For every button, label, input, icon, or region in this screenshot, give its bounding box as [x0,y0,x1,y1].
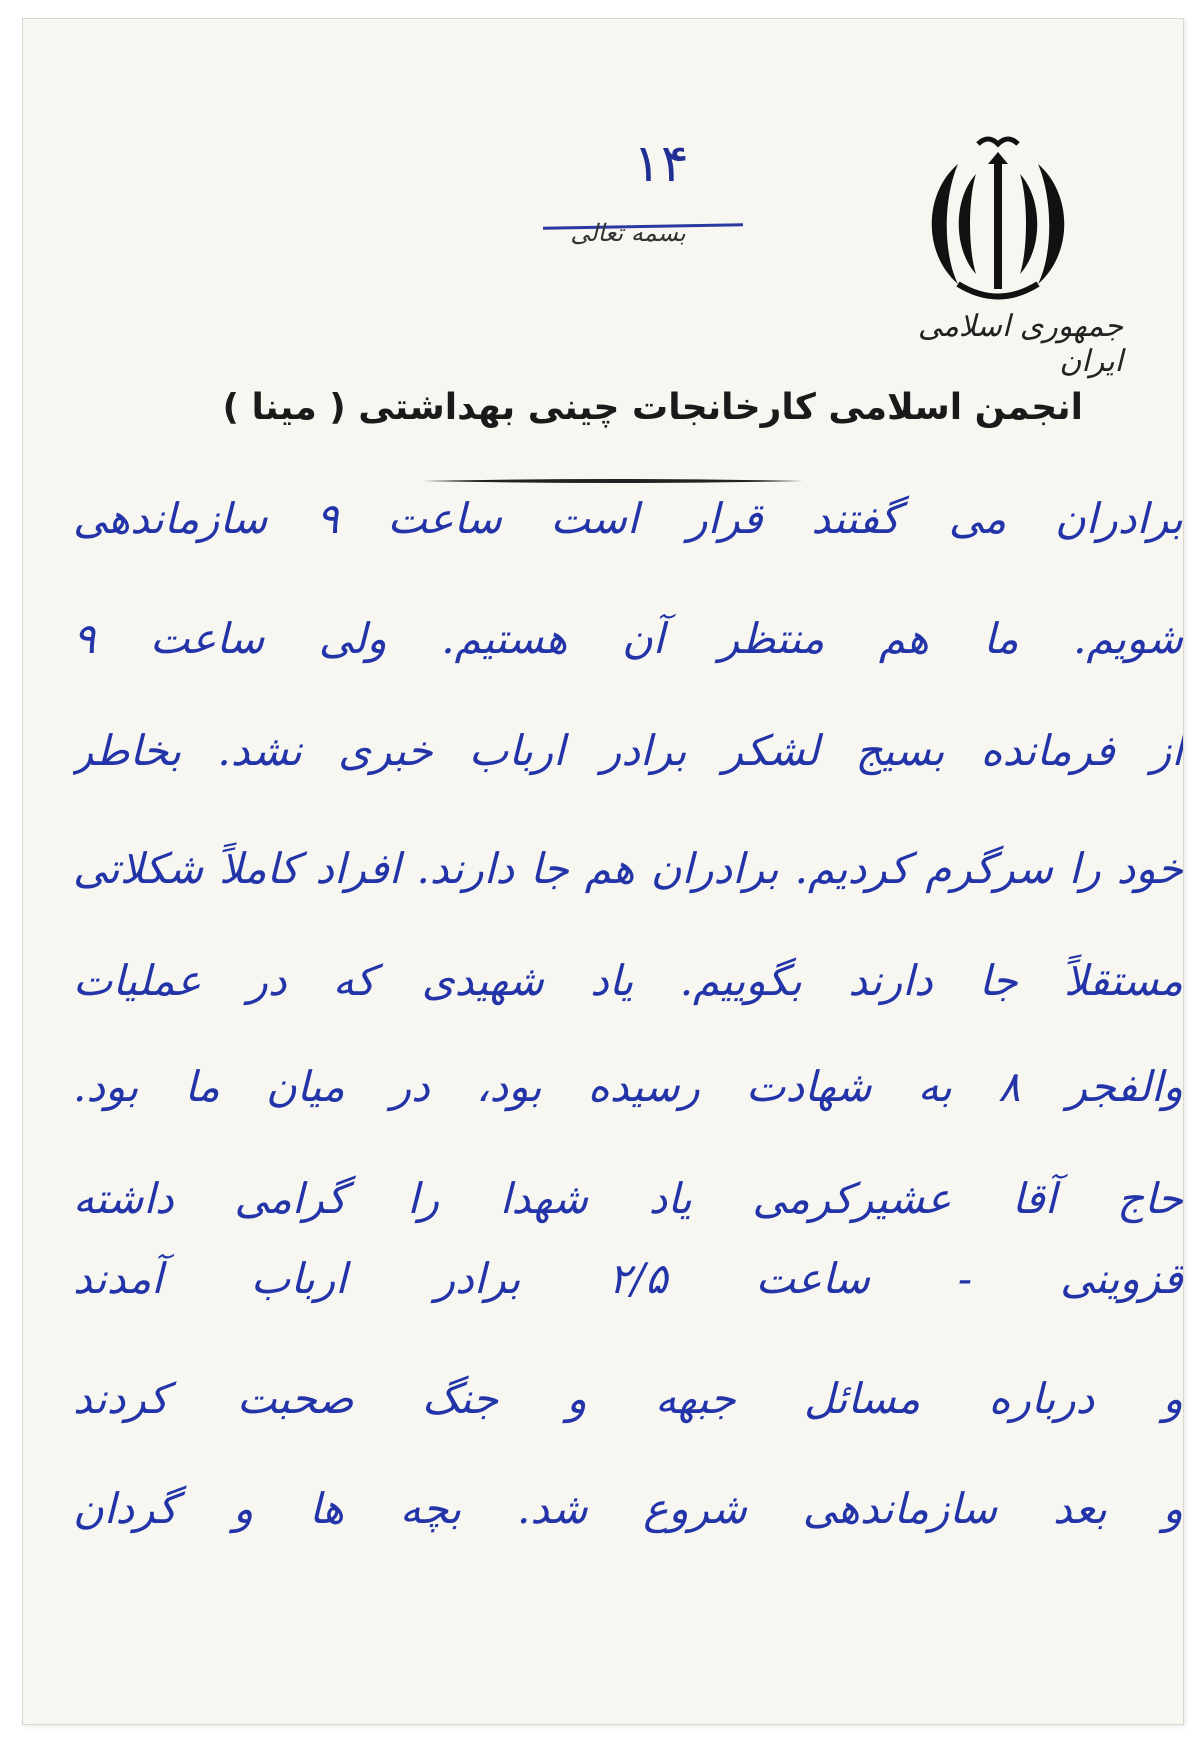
page-number: ۱۴ [633,134,689,194]
iran-emblem-icon [918,134,1078,309]
document-page [22,18,1184,1725]
body-line: و درباره مسائل جبهه و جنگ صحبت کردند [73,1374,1183,1423]
body-line: و بعد سازماندهی شروع شد. بچه ها و گردان [73,1484,1183,1533]
title-divider [423,469,803,475]
handwritten-body [63,489,1183,1729]
body-line: قزوینی - ساعت ۲/۵ برادر ارباب آمدند [73,1254,1183,1303]
body-line: خود را سرگرم کردیم. برادران هم جا دارند. افراد کاملاً شکلاتی [73,844,1183,893]
body-line: والفجر ۸ به شهادت رسیده بود، در میان ما بود. [73,1062,1183,1111]
body-line: برادران می گفتند قرار است ساعت ۹ سازماندهی [73,494,1183,543]
body-line: مستقلاً جا دارند بگوییم. یاد شهیدی که در عملیات [73,956,1183,1005]
organization-title: انجمن اسلامی کارخانجات چینی بهداشتی ( مینا ) [222,387,1083,428]
body-line: شویم. ما هم منتظر آن هستیم. ولی ساعت ۹ [73,614,1183,663]
body-line: حاج آقا عشیرکرمی یاد شهدا را گرامی داشته [73,1174,1183,1223]
invocation-block [543,197,713,297]
invocation-text: بسمه تعالی [570,219,686,247]
body-line: از فرمانده بسیج لشکر برادر ارباب خبری نشد. بخاطر [73,726,1183,775]
republic-name: جمهوری اسلامی ایران [917,309,1123,379]
